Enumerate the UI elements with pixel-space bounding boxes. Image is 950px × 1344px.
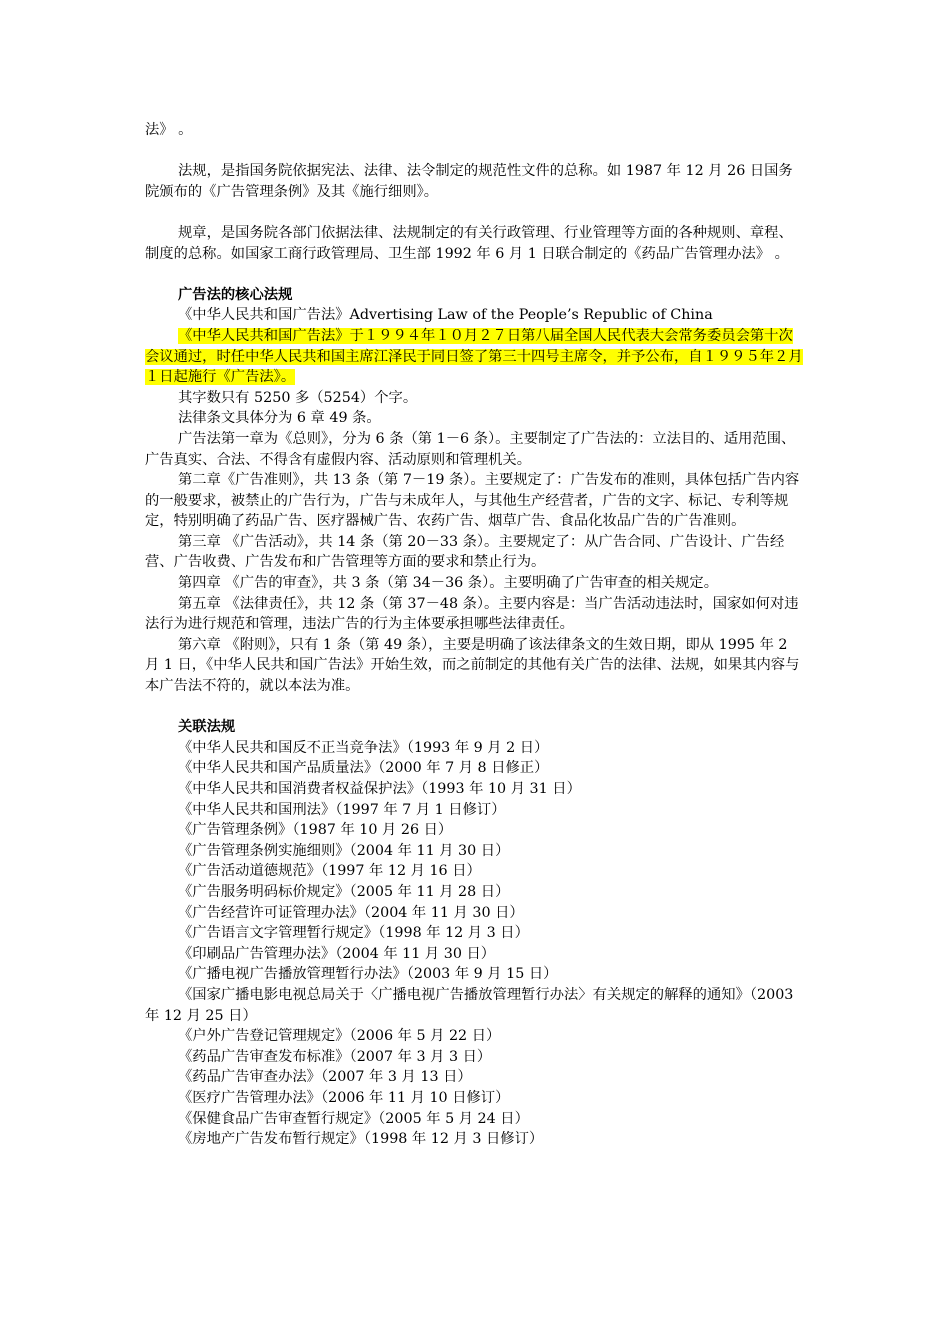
related-law-item: 《广告经营许可证管理办法》（2004 年 11 月 30 日） bbox=[178, 904, 524, 921]
related-law-item: 《中华人民共和国产品质量法》（2000 年 7 月 8 日修正） bbox=[178, 760, 549, 777]
related-law-item: 《医疗广告管理办法》（2006 年 11 月 10 日修订） bbox=[178, 1089, 510, 1106]
paragraph-continuation: 法》 。 bbox=[145, 122, 193, 138]
spacer bbox=[145, 202, 805, 223]
related-law-item: 《中华人民共和国刑法》（1997 年 7 月 1 日修订） bbox=[178, 801, 506, 818]
spacer bbox=[145, 141, 805, 162]
related-law-item: 《药品广告审查发布标准》（2007 年 3 月 3 日） bbox=[178, 1048, 492, 1065]
related-law-item: 《广告管理条例》（1987 年 10 月 26 日） bbox=[178, 822, 453, 839]
related-law-item: 《中华人民共和国反不正当竞争法》（1993 年 9 月 2 日） bbox=[178, 739, 549, 756]
chapter-2-summary: 第二章《广告准则》，共 13 条（第 7－19 条）。主要规定了：广告发布的准则，具体包括广告内容的一般要求，被禁止的广告行为，广告与未成年人，与其他生产经营者，广告的文字、标记、专利等规定，特别明确了药品广告、医疗器械广告、农药广告、烟草广告、食品化妆品广告的广告准则。 bbox=[145, 472, 800, 530]
related-law-item: 《药品广告审查办法》（2007 年 3 月 13 日） bbox=[178, 1069, 472, 1086]
chapter-4-summary: 第四章 《广告的审查》，共 3 条（第 34－36 条）。主要明确了广告审查的相关规定。 bbox=[178, 575, 718, 592]
chapter-3-summary: 第三章 《广告活动》，共 14 条（第 20－33 条）。主要规定了：从广告合同、广告设计、广告经营、广告收费、广告发布和广告管理等方面的要求和禁止行为。 bbox=[145, 533, 785, 571]
section-heading-related-laws: 关联法规 bbox=[178, 719, 236, 736]
related-law-item: 《广告服务明码标价规定》（2005 年 11 月 28 日） bbox=[178, 883, 510, 900]
related-law-item: 《广告语言文字管理暂行规定》（1998 年 12 月 3 日） bbox=[178, 925, 529, 942]
related-law-item: 《国家广播电影电视总局关于〈广播电视广告播放管理暂行办法〉有关规定的解释的通知》（2003 年 12 月 25 日） bbox=[145, 986, 794, 1024]
highlighted-text: 《中华人民共和国广告法》于１９９４年１０月２７日第八届全国人民代表大会常务委员会第十次会议通过，时任中华人民共和国主席江泽民于同日签了第三十四号主席令，并予公布，自１９９５年２月１日起施行《广告法》。 bbox=[145, 327, 803, 386]
chapter-5-summary: 第五章 《法律责任》，共 12 条（第 37－48 条）。主要内容是：当广告活动违法时，国家如何对违法行为进行规范和管理，违法广告的行为主体要承担哪些法律责任。 bbox=[145, 595, 799, 633]
document-page bbox=[145, 120, 805, 1150]
related-law-item: 《房地产广告发布暂行规定》（1998 年 12 月 3 日修订） bbox=[178, 1131, 544, 1148]
structure-line: 法律条文具体分为 6 章 49 条。 bbox=[178, 410, 381, 427]
related-law-item: 《广播电视广告播放管理暂行办法》（2003 年 9 月 15 日） bbox=[178, 966, 558, 983]
law-name-line: 《中华人民共和国广告法》Advertising Law of the People’s Republic of China bbox=[178, 307, 713, 324]
spacer bbox=[145, 697, 805, 718]
related-law-item: 《广告活动道德规范》（1997 年 12 月 16 日） bbox=[178, 863, 481, 880]
related-law-item: 《中华人民共和国消费者权益保护法》（1993 年 10 月 31 日） bbox=[178, 781, 581, 797]
paragraph-fagui-definition: 法规，是指国务院依据宪法、法律、法令制定的规范性文件的总称。如 1987 年 12 月 26 日国务院颁布的《广告管理条例》及其《施行细则》。 bbox=[145, 163, 793, 200]
chapter-6-summary: 第六章 《附则》，只有 1 条（第 49 条），主要是明确了该法律条文的生效日期，即从 1995 年 2 月 1 日，《中华人民共和国广告法》开始生效，而之前制定的其他有关广告的法律、法规，如果其内容与本广告法不符的，就以本法为准。 bbox=[145, 636, 800, 695]
word-count-line: 其字数只有 5250 多（5254）个字。 bbox=[178, 389, 418, 406]
paragraph-guizhang-definition: 规章，是国务院各部门依据法律、法规制定的有关行政管理、行业管理等方面的各种规则、章程、制度的总称。如国家工商行政管理局、卫生部 1992 年 6 月 1 日联合制定的《药品广告管理办法》 。 bbox=[145, 224, 793, 262]
related-law-item: 《户外广告登记管理规定》（2006 年 5 月 22 日） bbox=[178, 1028, 501, 1045]
related-law-item: 《印刷品广告管理办法》（2004 年 11 月 30 日） bbox=[178, 945, 496, 962]
spacer bbox=[145, 264, 805, 285]
related-laws-list bbox=[145, 738, 805, 1150]
highlighted-paragraph bbox=[145, 326, 805, 388]
related-law-item: 《广告管理条例实施细则》（2004 年 11 月 30 日） bbox=[178, 842, 510, 859]
section-heading-core-laws: 广告法的核心法规 bbox=[178, 286, 293, 303]
related-law-item: 《保健食品广告审查暂行规定》（2005 年 5 月 24 日） bbox=[178, 1110, 529, 1127]
chapter-1-summary: 广告法第一章为《总则》，分为 6 条（第 1－6 条）。主要制定了广告法的：立法目的、适用范围、广告真实、合法、不得含有虚假内容、活动原则和管理机关。 bbox=[145, 430, 796, 468]
